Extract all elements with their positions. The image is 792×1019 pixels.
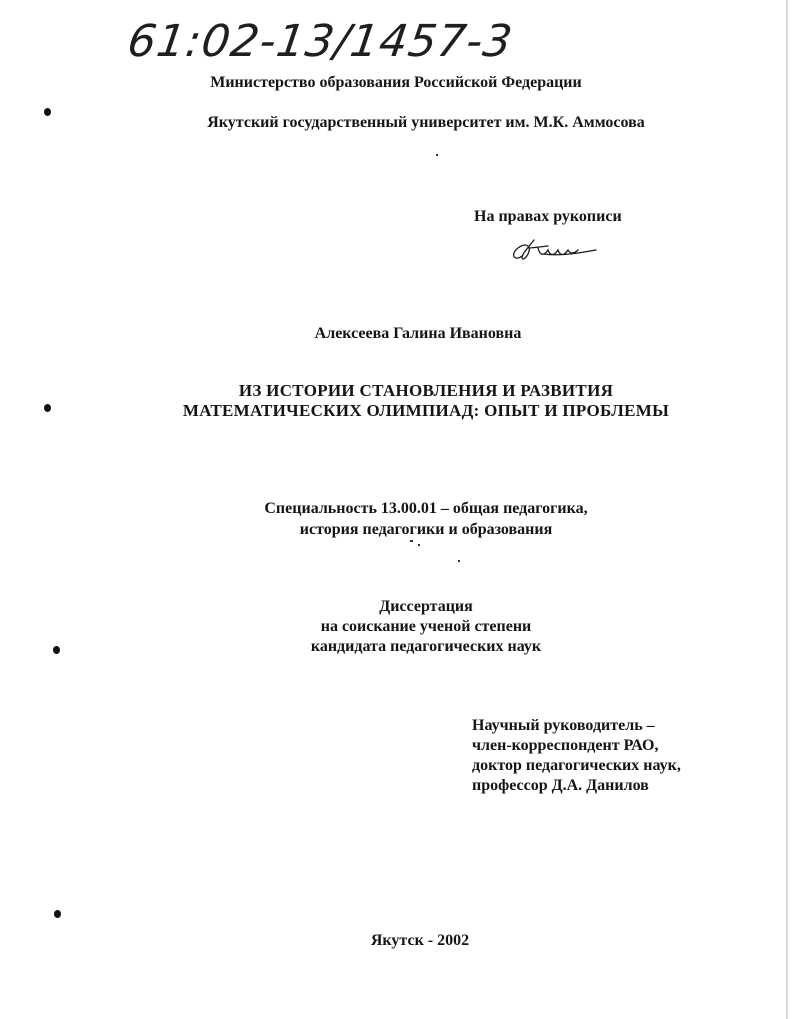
signature-icon bbox=[508, 234, 600, 268]
supervisor-line-3: доктор педагогических наук, bbox=[472, 757, 681, 774]
dissertation-title-line-2: МАТЕМАТИЧЕСКИХ ОЛИМПИАД: ОПЫТ И ПРОБЛЕМЫ bbox=[182, 401, 670, 420]
dissertation-label: Диссертация bbox=[379, 598, 473, 615]
supervisor-line-2: член-корреспондент РАО, bbox=[472, 737, 659, 754]
scan-edge bbox=[786, 0, 788, 1019]
punch-hole-mark bbox=[44, 108, 51, 116]
scan-speck bbox=[458, 560, 460, 562]
author-name: Алексеева Галина Ивановна bbox=[314, 325, 522, 342]
degree-line-1: на соискание ученой степени bbox=[320, 618, 532, 635]
rights-note: На правах рукописи bbox=[474, 208, 622, 225]
handwritten-catalog-number: 61:02-13/1457-3 bbox=[124, 16, 516, 67]
university-name: Якутский государственный университет им. М.К. Аммосова bbox=[207, 114, 645, 131]
city-year: Якутск - 2002 bbox=[370, 932, 470, 949]
supervisor-line-1: Научный руководитель – bbox=[472, 717, 655, 734]
scan-speck bbox=[418, 544, 420, 546]
degree-line-2: кандидата педагогических наук bbox=[310, 638, 542, 655]
scan-speck bbox=[436, 154, 438, 156]
punch-hole-mark bbox=[53, 646, 60, 654]
dissertation-title-line-1: ИЗ ИСТОРИИ СТАНОВЛЕНИЯ И РАЗВИТИЯ bbox=[238, 381, 614, 400]
specialty-line-1: Специальность 13.00.01 – общая педагогика, bbox=[264, 500, 588, 517]
ministry-name: Министерство образования Российской Федерации bbox=[210, 74, 582, 91]
punch-hole-mark bbox=[54, 910, 61, 918]
specialty-line-2: история педагогики и образования bbox=[299, 521, 553, 538]
supervisor-line-4: профессор Д.А. Данилов bbox=[472, 777, 649, 794]
punch-hole-mark bbox=[44, 404, 51, 412]
scan-speck bbox=[410, 540, 413, 542]
